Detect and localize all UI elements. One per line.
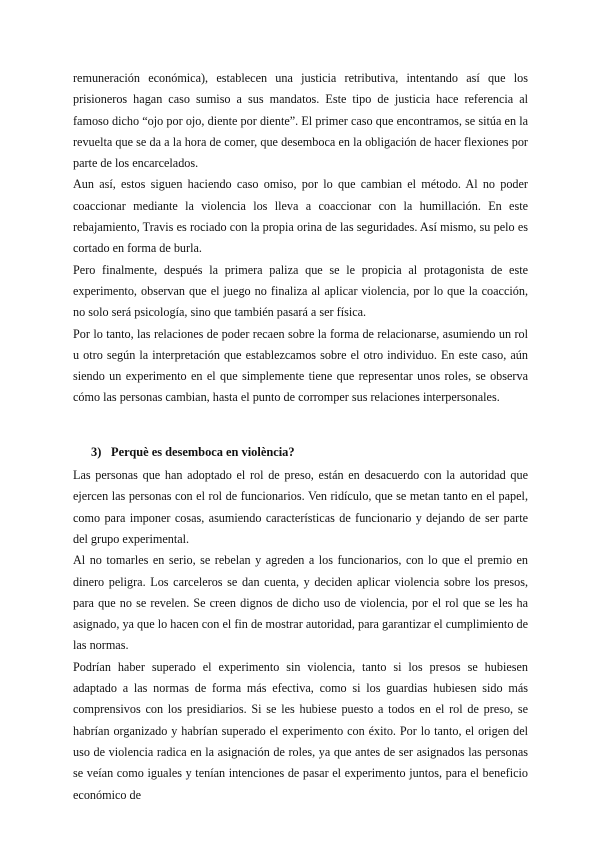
paragraph-relaciones-de-poder: Por lo tanto, las relaciones de poder recaen sobre la forma de relacionarse, asumiendo un rol u otro según la interpretación que establezcamos sobre el otro individuo. En este caso, aún siendo un experimento en el que simplemente tiene que representar unos roles, se observa cómo las personas cambian, hasta el punto de corromper sus relaciones interpersonales. (73, 326, 528, 405)
paragraph-primera-paliza: Pero finalmente, después la primera paliza que se le propicia al protagonista de este experimento, observan que el juego no finaliza al aplicar violencia, por lo que la coacción, no solo será psicología, sino que también pasará a ser física. (73, 262, 528, 320)
section-title: Perquè es desemboca en violència? (111, 444, 295, 459)
paragraph-justicia-retributiva: remuneración económica), establecen una justicia retributiva, intentando así que los prisioneros hagan caso sumiso a sus mandatos. Este tipo de justicia hace referencia al famoso dicho “ojo por ojo, diente por diente”. El primer caso que encontramos, se sitúa en la revuelta que se da a la hora de comer, que desemboca en la obligación de hacer flexiones por parte de los encarcelados. (73, 71, 528, 171)
paragraph-rebelion: Al no tomarles en serio, se rebelan y agreden a los funcionarios, con lo que el premio en dinero peligra. Los carceleros se dan cuenta, y deciden aplicar violencia sobre los presos, para que no se revelen. Se creen dignos de dicho uso de violencia, por el rol que se les ha asignado, ya que lo hacen con el fin de mostrar autoridad, para garantizar el cumplimiento de las normas. (73, 553, 528, 653)
paragraph-desacuerdo-autoridad: Las personas que han adoptado el rol de preso, están en desacuerdo con la autoridad que ejercen las personas con el rol de funcionarios. Ven ridículo, que se metan tanto en el papel, como para imponer cosas, asumiendo características de funcionario y dejando de ser parte del grupo experimental. (73, 468, 528, 546)
section-heading (91, 442, 528, 463)
paragraph-sin-violencia: Podrían haber superado el experimento sin violencia, tanto si los presos se hubiesen adaptado a las normas de forma más efectiva, como si los guardias hubiesen sido más comprensivos con los presidiarios. Si se les hubiese puesto a todos en el rol de preso, se habrían organizado y habrían superado el experimento con éxito. Por lo tanto, el origen del uso de violencia radica en la asignación de roles, ya que antes de ser asignados las personas se veían como iguales y tenían intenciones de pasar el experimento juntos, para el beneficio económico de (73, 659, 528, 802)
section-number: 3) (91, 444, 102, 459)
paragraph-humillacion: Aun así, estos siguen haciendo caso omiso, por lo que cambian el método. Al no poder coaccionar mediante la violencia los lleva a coaccionar con la humillación. En este rebajamiento, Travis es rociado con la propia orina de las seguridades. Así mismo, su pelo es cortado en forma de burla. (73, 177, 528, 256)
